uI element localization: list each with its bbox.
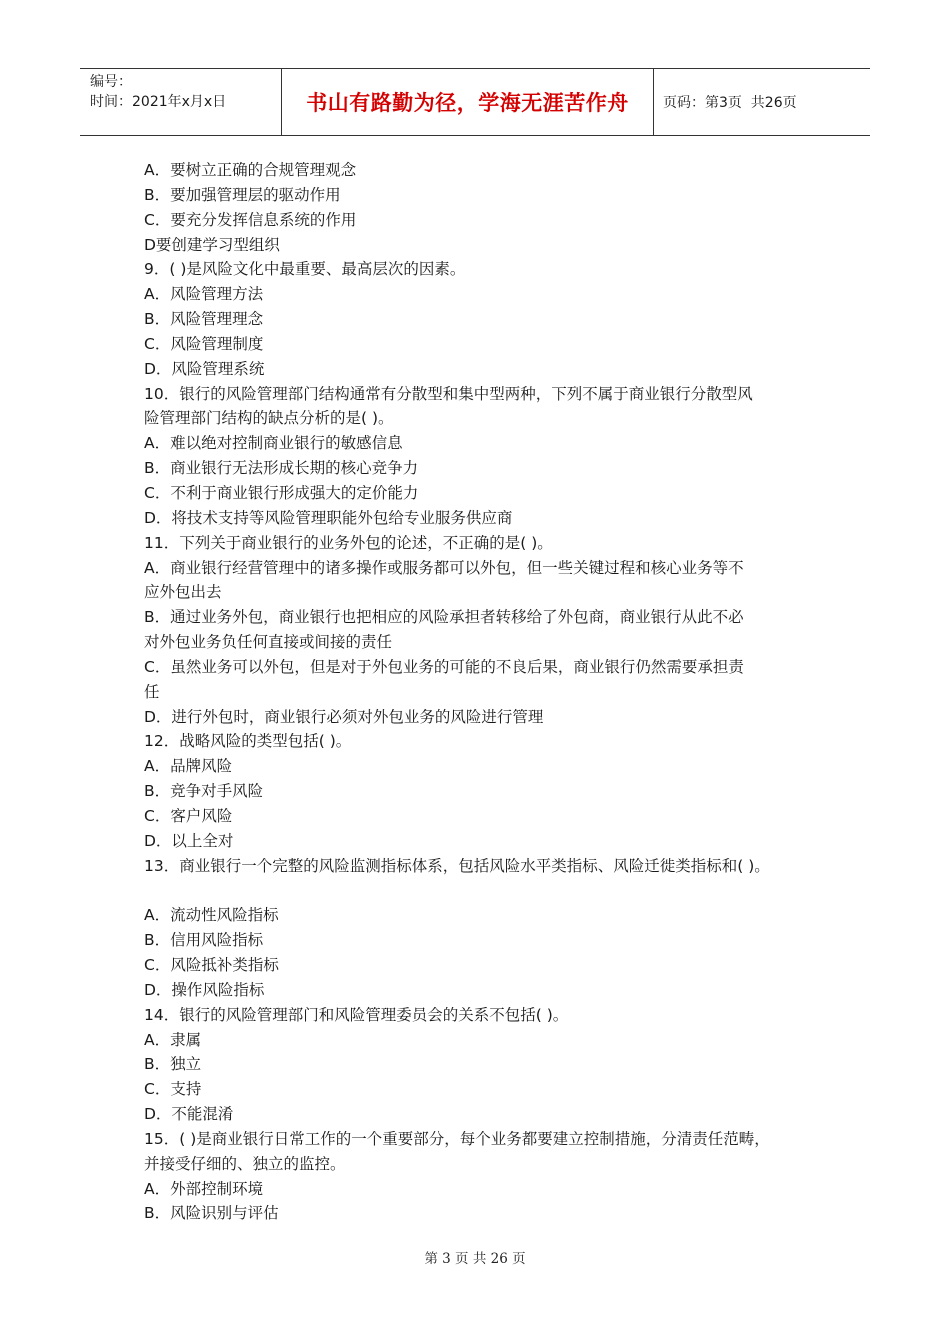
serial-number-label: 编号：: [90, 74, 132, 90]
text-line: C．客户风险: [144, 806, 233, 825]
text-line: D．将技术支持等风险管理职能外包给专业服务供应商: [144, 508, 513, 527]
text-line: B．独立: [144, 1055, 202, 1074]
text-line: D．操作风险指标: [144, 980, 265, 999]
text-line: A．外部控制环境: [144, 1179, 264, 1198]
text-line: 对外包业务负任何直接或间接的责任: [144, 633, 393, 652]
document-body: [144, 158, 824, 1226]
blank-line: [144, 878, 824, 903]
text-line: A．要树立正确的合规管理观念: [144, 161, 357, 179]
text-line: D．风险管理系统: [144, 359, 265, 378]
text-line: D．以上全对: [144, 831, 234, 850]
text-line: A．商业银行经营管理中的诸多操作或服务都可以外包，但一些关键过程和核心业务等不: [144, 558, 744, 577]
question-line: 10．银行的风险管理部门结构通常有分散型和集中型两种，下列不属于商业银行分散型风: [144, 384, 753, 403]
text-line: C．不利于商业银行形成强大的定价能力: [144, 483, 419, 502]
text-line: B．风险管理理念: [144, 310, 264, 329]
question-line: 9．( )是风险文化中最重要、最高层次的因素。: [144, 260, 466, 279]
motto-text: 书山有路勤为径，学海无涯苦作舟: [306, 91, 629, 115]
text-line: C．要充分发挥信息系统的作用: [144, 210, 357, 229]
text-line: B．通过业务外包，商业银行也把相应的风险承担者转移给了外包商，商业银行从此不必: [144, 608, 744, 627]
text-line: C．支持: [144, 1080, 202, 1099]
question-line: 14．银行的风险管理部门和风险管理委员会的关系不包括( )。: [144, 1005, 569, 1024]
text-line: A．难以绝对控制商业银行的敏感信息: [144, 434, 403, 453]
text-line: D要创建学习型组织: [144, 235, 280, 254]
text-line: A．品牌风险: [144, 757, 233, 776]
page-header: [80, 68, 870, 136]
text-line: B．商业银行无法形成长期的核心竞争力: [144, 459, 419, 478]
page-footer: 第 3 页 共 26 页: [424, 1251, 526, 1267]
text-line: 任: [144, 682, 160, 701]
text-line: A．隶属: [144, 1030, 202, 1049]
text-line: D．不能混淆: [144, 1105, 234, 1124]
question-line: 险管理部门结构的缺点分析的是( )。: [144, 409, 394, 428]
question-line: 11．下列关于商业银行的业务外包的论述，不正确的是( )。: [144, 533, 553, 552]
text-line: D．进行外包时，商业银行必须对外包业务的风险进行管理: [144, 707, 544, 726]
page-info: 页码：第3页 共26页: [663, 95, 797, 111]
question-line: 15．( )是商业银行日常工作的一个重要部分，每个业务都要建立控制措施，分清责任范畴，: [144, 1129, 770, 1148]
header-page-cell: [654, 69, 870, 135]
text-line: B．信用风险指标: [144, 931, 264, 950]
text-line: B．风险识别与评估: [144, 1204, 279, 1223]
question-line: 13．商业银行一个完整的风险监测指标体系，包括风险水平类指标、风险迁徙类指标和( )。: [144, 856, 770, 875]
text-line: 应外包出去: [144, 583, 222, 602]
text-line: A．风险管理方法: [144, 285, 264, 304]
text-line: C．风险管理制度: [144, 334, 264, 353]
date-label: 时间：2021年x月x日: [90, 94, 227, 110]
header-meta-cell: [80, 69, 282, 135]
text-line: B．要加强管理层的驱动作用: [144, 185, 341, 204]
text-line: B．竞争对手风险: [144, 782, 264, 801]
text-line: C．虽然业务可以外包，但是对于外包业务的可能的不良后果，商业银行仍然需要承担责: [144, 657, 744, 676]
text-line: A．流动性风险指标: [144, 906, 279, 925]
header-motto-cell: [282, 69, 654, 135]
text-line: C．风险抵补类指标: [144, 956, 279, 974]
question-line: 12．战略风险的类型包括( )。: [144, 732, 352, 751]
question-line: 并接受仔细的、独立的监控。: [144, 1154, 346, 1173]
